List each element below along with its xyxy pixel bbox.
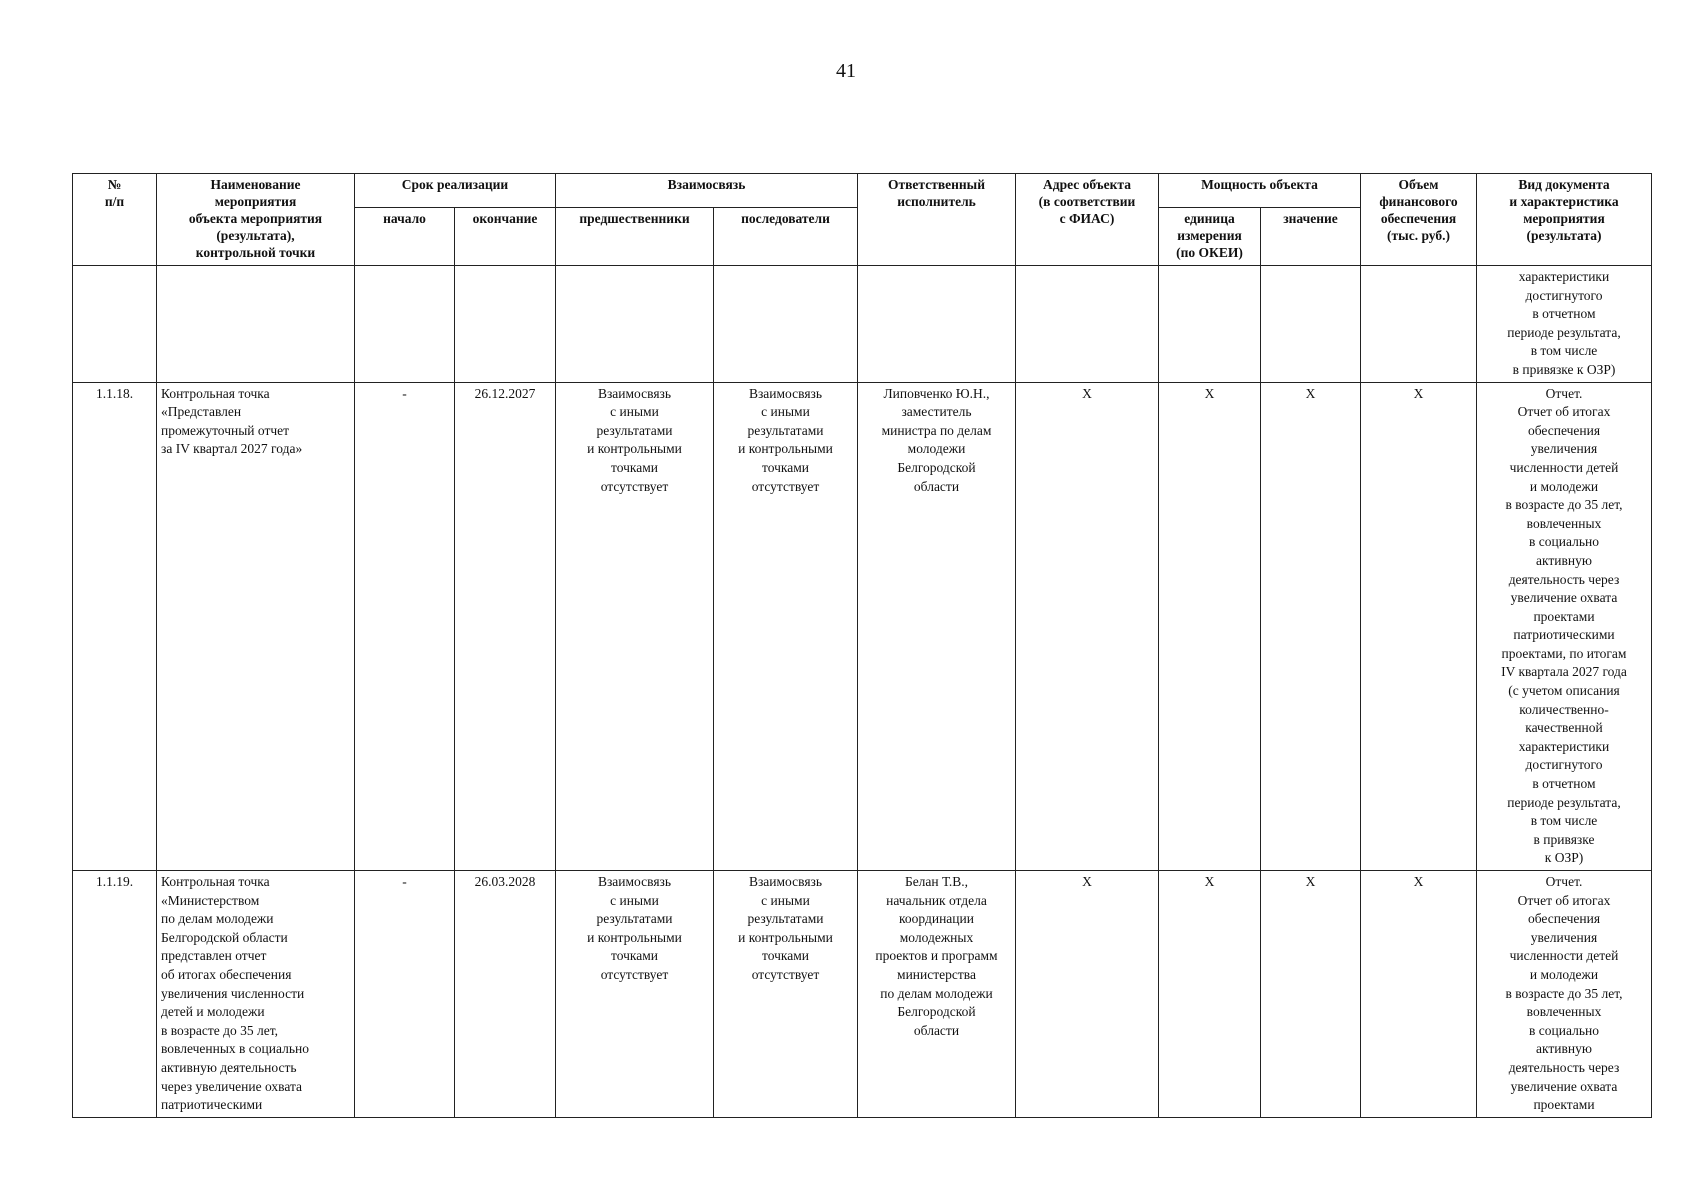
cell-successors: Взаимосвязь с иными результатами и контрольными точками отсутствует xyxy=(714,871,858,1118)
table-row xyxy=(73,266,1652,383)
header-link-succ: последователи xyxy=(714,208,858,266)
header-capacity: Мощность объекта xyxy=(1159,174,1361,208)
page-number: 41 xyxy=(836,60,856,82)
cell-end: 26.03.2028 xyxy=(455,871,556,1118)
header-finance: Объем финансового обеспечения (тыс. руб.) xyxy=(1361,174,1477,266)
cell-start xyxy=(355,266,455,383)
header-term-end: окончание xyxy=(455,208,556,266)
header-responsible: Ответственный исполнитель xyxy=(858,174,1016,266)
events-table xyxy=(72,173,1652,1118)
cell-doc: характеристики достигнутого в отчетном периоде результата, в том числе в привязке к ОЗР) xyxy=(1477,266,1652,383)
header-term-start: начало xyxy=(355,208,455,266)
cell-address: X xyxy=(1016,382,1159,870)
cell-predecessors: Взаимосвязь с иными результатами и контрольными точками отсутствует xyxy=(556,382,714,870)
cell-value: X xyxy=(1261,871,1361,1118)
table-row xyxy=(73,382,1652,870)
cell-responsible: Липовченко Ю.Н., заместитель министра по делам молодежи Белгородской области xyxy=(858,382,1016,870)
cell-start: - xyxy=(355,871,455,1118)
cell-successors xyxy=(714,266,858,383)
header-link-pred: предшественники xyxy=(556,208,714,266)
header-doc-type: Вид документа и характеристика мероприятия (результата) xyxy=(1477,174,1652,266)
cell-finance: X xyxy=(1361,382,1477,870)
cell-unit: X xyxy=(1159,871,1261,1118)
header-term: Срок реализации xyxy=(355,174,556,208)
cell-responsible: Белан Т.В., начальник отдела координации молодежных проектов и программ министерства по делам молодежи Белгородской области xyxy=(858,871,1016,1118)
cell-num xyxy=(73,266,157,383)
cell-end: 26.12.2027 xyxy=(455,382,556,870)
cell-start: - xyxy=(355,382,455,870)
header-capacity-value: значение xyxy=(1261,208,1361,266)
cell-name xyxy=(157,266,355,383)
header-name: Наименование мероприятия объекта мероприятия (результата), контрольной точки xyxy=(157,174,355,266)
header-num: № п/п xyxy=(73,174,157,266)
cell-end xyxy=(455,266,556,383)
cell-finance xyxy=(1361,266,1477,383)
cell-doc: Отчет. Отчет об итогах обеспечения увеличения численности детей и молодежи в возрасте до 35 лет, вовлеченных в социально активную деятельность через увеличение охвата проектами патриотическими проектами, по итогам IV квартала 2027 года (с учетом описания количественно- качественной характеристики достигнутого в отчетном периоде результата, в том числе в привязке к ОЗР) xyxy=(1477,382,1652,870)
cell-value xyxy=(1261,266,1361,383)
header-address: Адрес объекта (в соответствии с ФИАС) xyxy=(1016,174,1159,266)
cell-num: 1.1.19. xyxy=(73,871,157,1118)
header-link: Взаимосвязь xyxy=(556,174,858,208)
cell-name: Контрольная точка «Министерством по делам молодежи Белгородской области представлен отчет об итогах обеспечения увеличения численности детей и молодежи в возрасте до 35 лет, вовлеченных в социально активную деятельность через увеличение охвата патриотическими xyxy=(157,871,355,1118)
cell-num: 1.1.18. xyxy=(73,382,157,870)
cell-value: X xyxy=(1261,382,1361,870)
cell-predecessors: Взаимосвязь с иными результатами и контрольными точками отсутствует xyxy=(556,871,714,1118)
cell-unit: X xyxy=(1159,382,1261,870)
cell-address: X xyxy=(1016,871,1159,1118)
cell-responsible xyxy=(858,266,1016,383)
cell-address xyxy=(1016,266,1159,383)
header-capacity-unit: единица измерения (по ОКЕИ) xyxy=(1159,208,1261,266)
cell-successors: Взаимосвязь с иными результатами и контрольными точками отсутствует xyxy=(714,382,858,870)
table-row xyxy=(73,871,1652,1118)
cell-unit xyxy=(1159,266,1261,383)
cell-predecessors xyxy=(556,266,714,383)
cell-name: Контрольная точка «Представлен промежуточный отчет за IV квартал 2027 года» xyxy=(157,382,355,870)
cell-doc: Отчет. Отчет об итогах обеспечения увеличения численности детей и молодежи в возрасте до 35 лет, вовлеченных в социально активную деятельность через увеличение охвата проектами xyxy=(1477,871,1652,1118)
cell-finance: X xyxy=(1361,871,1477,1118)
